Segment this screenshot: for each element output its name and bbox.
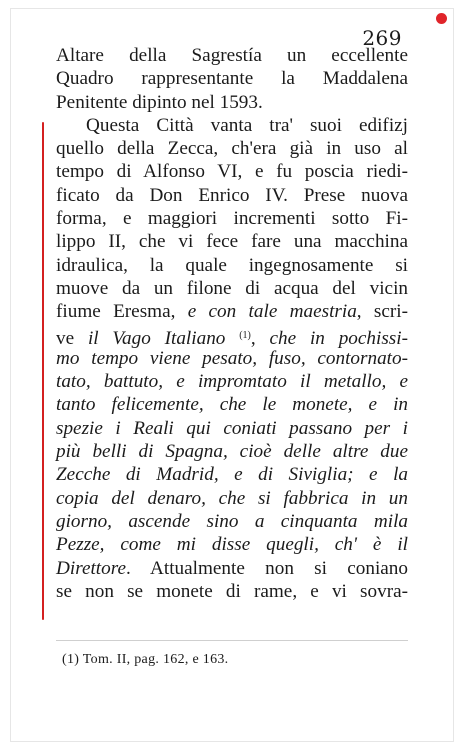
- footnote-reference: (1): [239, 329, 251, 341]
- text-segment: Zecche di Madrid, e di Siviglia; e la: [56, 464, 408, 486]
- text-segment: Direttore: [56, 557, 126, 579]
- text-line: [56, 277, 408, 300]
- text-line: [56, 254, 408, 277]
- text-line: [56, 347, 408, 370]
- text-line: [56, 67, 408, 90]
- text-line: [56, 160, 408, 183]
- text-segment: quello della Zecca, ch'era già in uso al: [56, 138, 408, 160]
- text-line: [56, 207, 408, 230]
- text-segment: , scri-: [356, 301, 408, 323]
- text-line: [56, 300, 408, 323]
- text-segment: Altare della Sagrestía un eccellente: [56, 45, 408, 66]
- text-line: [56, 114, 408, 137]
- text-segment: . Attualmente non si coniano: [126, 557, 408, 579]
- text-line: [56, 557, 408, 580]
- footnote: (1) Tom. II, pag. 162, e 163.: [62, 652, 229, 667]
- text-line: [56, 463, 408, 486]
- text-segment: copia del denaro, che si fabbrica in un: [56, 487, 408, 509]
- text-segment: Questa Città vanta tra' suoi edifizj: [86, 114, 408, 136]
- text-line: [56, 230, 408, 253]
- text-line: [56, 417, 408, 440]
- text-segment: Quadro rappresentante la Maddalena: [56, 68, 408, 90]
- text-line: [56, 324, 408, 347]
- page-number: 269: [362, 26, 402, 50]
- text-segment: [225, 328, 239, 349]
- text-line: [56, 487, 408, 510]
- text-line: [56, 44, 408, 67]
- text-segment: tempo di Alfonso VI, e fu poscia riedi-: [56, 161, 408, 183]
- margin-highlight-mark: [42, 122, 44, 620]
- text-segment: tato, battuto, e impromtato il metallo, e: [56, 371, 408, 393]
- text-segment: muove da un filone di acqua del vicin: [56, 277, 408, 299]
- text-line: [56, 580, 408, 603]
- close-dot-icon[interactable]: [436, 13, 447, 24]
- text-segment: ,: [250, 327, 270, 349]
- text-segment: tanto felicemente, che le monete, e in: [56, 394, 408, 416]
- text-line: [56, 533, 408, 556]
- text-segment: spezie i Reali qui coniati passano per i: [56, 417, 408, 439]
- body-text: [56, 44, 408, 603]
- text-segment: lippo II, che vi fece fare una macchina: [56, 231, 408, 253]
- text-segment: Penitente dipinto nel 1593.: [56, 91, 263, 113]
- text-line: [56, 184, 408, 207]
- text-segment: più belli di Spagna, cioè delle altre due: [56, 441, 408, 463]
- text-segment: il Vago Italiano: [87, 327, 226, 349]
- text-segment: idraulica, la quale ingegnosamente si: [56, 254, 408, 276]
- text-segment: mo tempo viene pesato, fuso, contornato-: [56, 347, 408, 369]
- text-line: [56, 393, 408, 416]
- text-segment: forma, e maggiori incrementi sotto Fi-: [56, 208, 408, 230]
- text-segment: fiume Eresma,: [56, 301, 188, 323]
- footnote-divider: [56, 640, 408, 641]
- text-line: [56, 510, 408, 533]
- text-line: [56, 91, 408, 114]
- text-segment: ficato da Don Enrico IV. Prese nuova: [56, 184, 408, 206]
- text-line: [56, 137, 408, 160]
- text-segment: giorno, ascende sino a cinquanta mila: [56, 510, 408, 532]
- text-segment: che in pochissi-: [269, 327, 408, 349]
- text-segment: Pezze, come mi disse quegli, ch' è il: [56, 534, 408, 556]
- text-line: [56, 440, 408, 463]
- text-segment: se non se monete di rame, e vi sovra-: [56, 580, 408, 602]
- text-segment: e con tale maestria: [187, 301, 357, 323]
- text-segment: ve: [56, 327, 88, 349]
- text-line: [56, 370, 408, 393]
